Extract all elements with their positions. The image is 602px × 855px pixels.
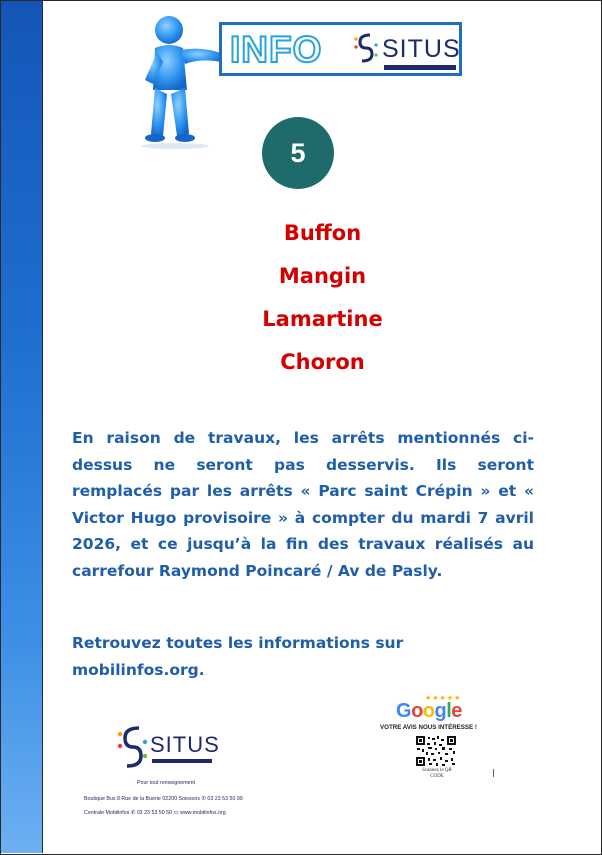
stop-name: Mangin — [278, 264, 367, 288]
rating-stars-icon: ★★★★★ — [425, 694, 462, 702]
google-review-tagline: VOTRE AVIS NOUS INTÉRESSE ! — [380, 724, 477, 731]
notice-text: En raison de travaux, les arrêts mentionnés ci-dessus ne seront pas desservis. Ils seront remplacés par les arrêts « Parc saint Crépin » et « Victor Hugo provisoire » à compter du mardi 7 avril 2026, et ce jusqu’à la fin des travaux réalisés au carrefour Raymond Poincaré / Av de Pasly. — [72, 429, 534, 580]
line-number-badge: 5 — [262, 117, 334, 189]
more-info-line: Retrouvez toutes les informations sur — [72, 634, 404, 652]
banner-tagline-bar — [384, 65, 456, 70]
footer-centrale-line: Centrale Mobilinfos ✆ 03 23 53 50 50 ▭ www.mobilinfos.org — [84, 810, 226, 816]
info-situs-banner — [219, 22, 462, 76]
presenter-figure-icon — [133, 10, 233, 150]
website-link[interactable]: mobilinfos.org. — [72, 661, 205, 679]
stop-name: Lamartine — [262, 307, 383, 331]
stop-name: Choron — [280, 350, 365, 374]
side-band — [1, 1, 43, 853]
stop-list — [43, 213, 602, 385]
situs-footer-logo-icon — [115, 722, 149, 772]
qr-caption: Scannez le QR CODE — [422, 768, 452, 779]
google-logo: Google — [396, 700, 462, 722]
footer-tagline-bar — [152, 759, 212, 763]
qr-code-icon[interactable] — [415, 735, 457, 767]
footer-contact-label: Pour tout renseignement — [137, 780, 196, 786]
footer-boutique-line: Boutique Bus 8 Rue de la Buerie 02200 Soissons ✆ 03 23 53 50 99 — [84, 796, 243, 802]
stop-name: Buffon — [283, 221, 362, 245]
banner-info-word: INFO — [230, 29, 323, 70]
corner-mark — [493, 769, 498, 777]
more-info-text — [72, 630, 542, 684]
situs-logo-icon — [352, 31, 380, 65]
banner-situs-word: SITUS — [382, 35, 461, 63]
footer-situs-word: SITUS — [150, 732, 220, 757]
